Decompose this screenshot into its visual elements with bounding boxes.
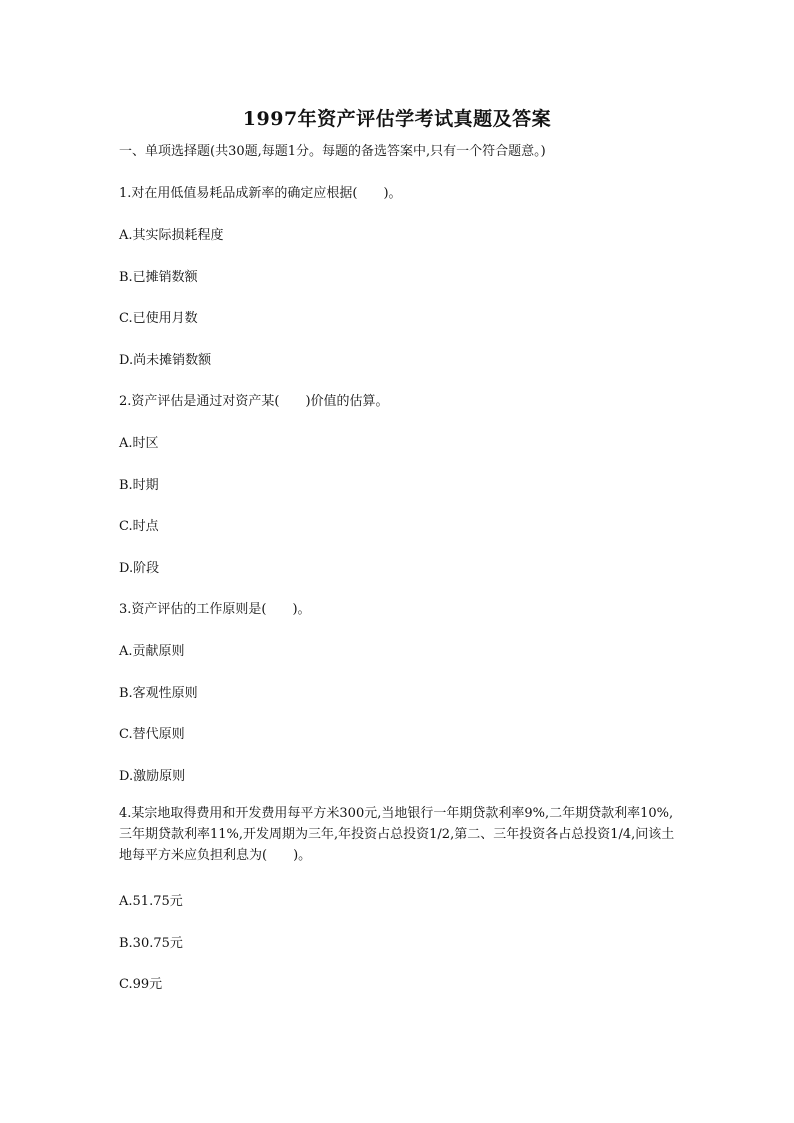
question-1-option-a: A.其实际损耗程度 <box>119 228 224 243</box>
question-4-option-a: A.51.75元 <box>119 894 183 909</box>
question-2-option-c: C.时点 <box>119 519 159 534</box>
question-1-stem: 1.对在用低值易耗品成新率的确定应根据( )。 <box>119 186 402 201</box>
question-1-option-d: D.尚未摊销数额 <box>119 353 212 368</box>
question-1-option-b: B.已摊销数额 <box>119 270 198 285</box>
question-4-option-c: C.99元 <box>119 977 163 992</box>
question-3-option-b: B.客观性原则 <box>119 686 198 701</box>
document-title: 1997年资产评估学考试真题及答案 <box>242 108 552 130</box>
question-3-option-c: C.替代原则 <box>119 727 185 742</box>
question-1-option-c: C.已使用月数 <box>119 311 198 326</box>
question-4-option-b: B.30.75元 <box>119 936 183 951</box>
question-3-option-d: D.激励原则 <box>119 769 186 784</box>
question-2-option-a: A.时区 <box>119 436 159 451</box>
question-4-stem: 4.某宗地取得费用和开发费用每平方米300元,当地银行一年期贷款利率9%,二年期贷款利率10%,三年期贷款利率11%,开发周期为三年,年投资占总投资1/2,第二、三年投资各占总投资1/4,问该土地每平方米应负担利息为( )。 <box>119 806 675 863</box>
section-header: 一、单项选择题(共30题,每题1分。每题的备选答案中,只有一个符合题意。) <box>119 144 546 159</box>
question-3-stem: 3.资产评估的工作原则是( )。 <box>119 602 311 617</box>
question-2-option-d: D.阶段 <box>119 561 160 576</box>
question-2-option-b: B.时期 <box>119 478 159 493</box>
question-2-stem: 2.资产评估是通过对资产某( )价值的估算。 <box>119 394 389 409</box>
question-3-option-a: A.贡献原则 <box>119 644 185 659</box>
